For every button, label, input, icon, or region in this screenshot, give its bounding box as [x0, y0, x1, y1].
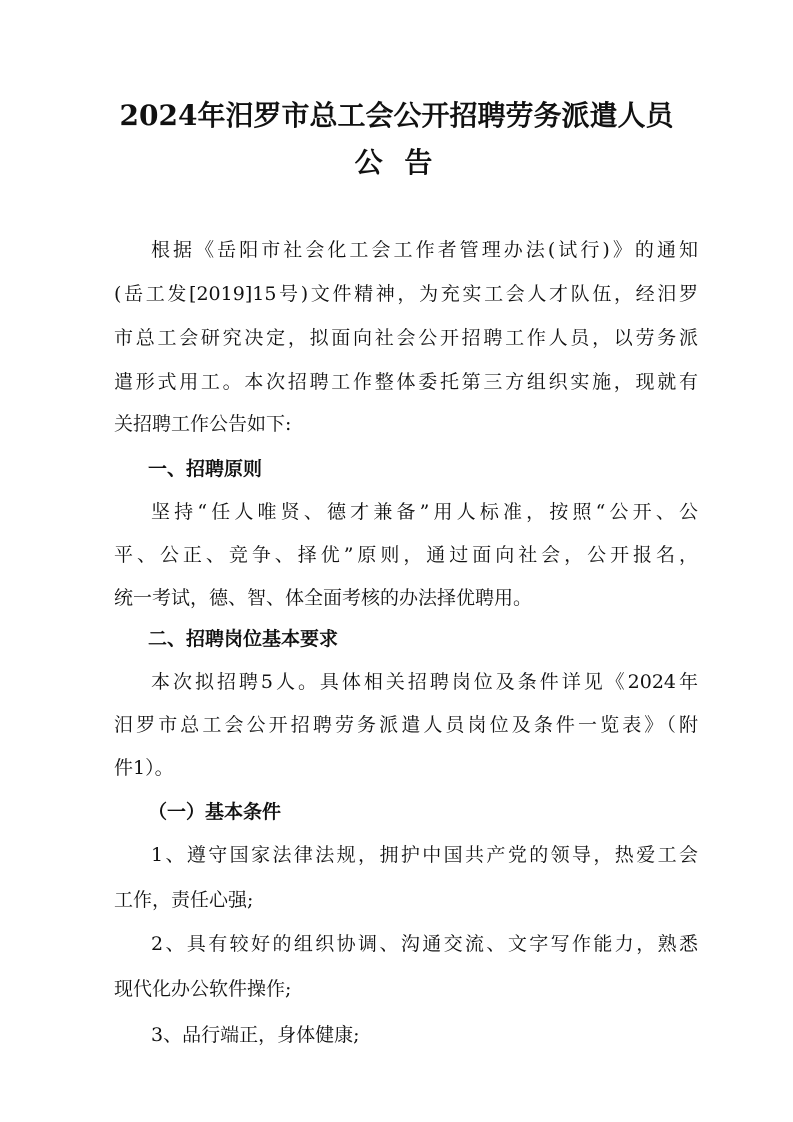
- intro-line-5: 关招聘工作公告如下:: [114, 413, 292, 435]
- intro-line-2: (岳工发[2019]15号)文件精神，为充实工会人才队伍，经汨罗: [114, 283, 698, 305]
- document-title-line-2: 公 告: [354, 146, 439, 179]
- intro-line-3: 市总工会研究决定，拟面向社会公开招聘工作人员，以劳务派: [114, 327, 698, 349]
- section2-line-3: 件1）。: [114, 757, 174, 779]
- document-title-line-1: 2024年汨罗市总工会公开招聘劳务派遣人员: [119, 99, 674, 132]
- condition-line-5: 3、品行端正，身体健康;: [151, 1024, 360, 1046]
- section1-line-3: 统一考试，德、智、体全面考核的办法择优聘用。: [114, 587, 533, 609]
- section1-line-2: 平、公正、竞争、择优”原则，通过面向社会，公开报名，: [114, 544, 698, 566]
- intro-line-1: 根据《岳阳市社会化工会工作者管理办法(试行)》的通知: [151, 239, 698, 261]
- condition-line-2: 工作，责任心强;: [114, 889, 254, 911]
- section1-heading: 一、招聘原则: [148, 458, 263, 480]
- section2-heading: 二、招聘岗位基本要求: [148, 628, 339, 650]
- condition-line-4: 现代化办公软件操作;: [114, 978, 292, 1000]
- section2-line-1: 本次拟招聘5人。具体相关招聘岗位及条件详见《2024年: [151, 671, 698, 693]
- intro-line-4: 遣形式用工。本次招聘工作整体委托第三方组织实施，现就有: [114, 371, 698, 393]
- condition-line-3: 2、具有较好的组织协调、沟通交流、文字写作能力，熟悉: [151, 933, 698, 955]
- section2-line-2: 汨罗市总工会公开招聘劳务派遣人员岗位及条件一览表》（附: [114, 714, 698, 736]
- subsection1-heading: （一）基本条件: [148, 801, 282, 823]
- condition-line-1: 1、遵守国家法律法规，拥护中国共产党的领导，热爱工会: [151, 844, 698, 866]
- section1-line-1: 坚持“任人唯贤、德才兼备”用人标准，按照“公开、公: [151, 501, 698, 523]
